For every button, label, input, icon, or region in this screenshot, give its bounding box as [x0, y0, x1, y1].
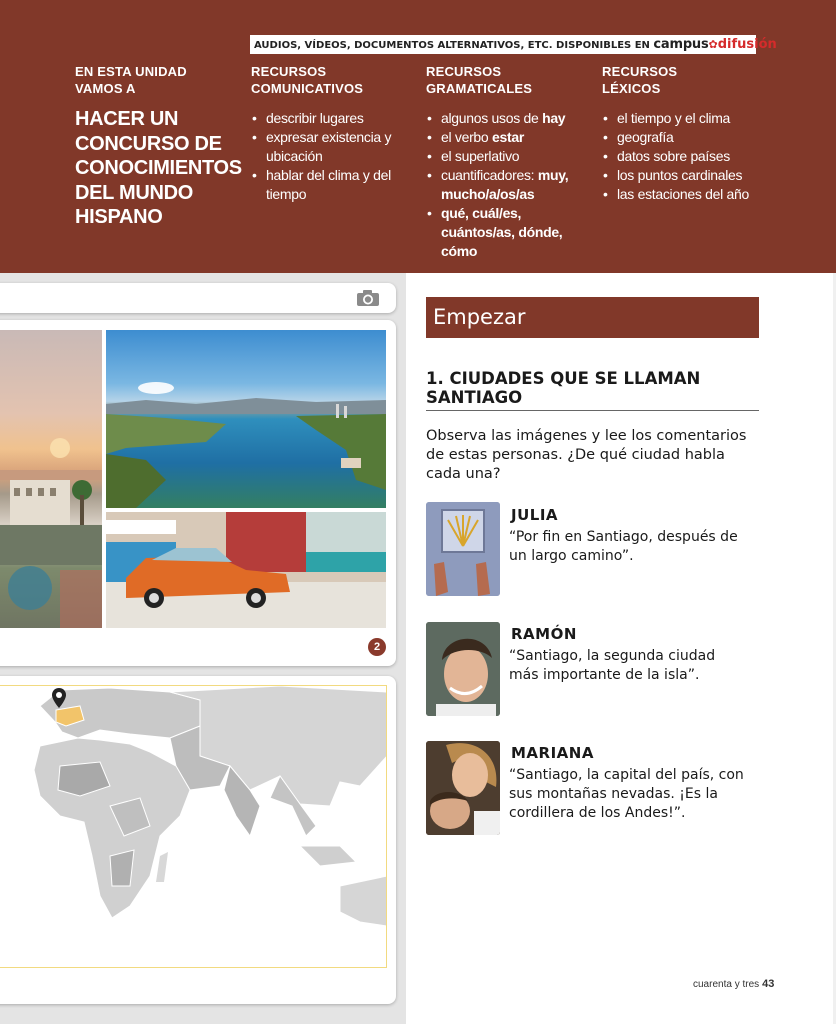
- unit-intro: EN ESTA UNIDAD VAMOS A: [75, 64, 187, 96]
- ramon-avatar: [426, 622, 500, 716]
- person-quote-julia: “Por fin en Santiago, después de un largo camino”.: [509, 529, 738, 564]
- unit-header-band: [0, 0, 836, 273]
- page-footer: [693, 978, 774, 990]
- map-pin-icon[interactable]: [52, 688, 66, 708]
- resource-text: el verbo: [441, 129, 492, 145]
- person-quote-ramon: “Santiago, la segunda ciudad más importante de la isla”.: [509, 648, 716, 683]
- resource-keyword: muy, mucho/a/os/as: [441, 167, 569, 202]
- grammatical-list: [426, 109, 571, 261]
- resource-item: • hablar del clima y del tiempo: [251, 166, 401, 204]
- resource-item: • los puntos cardinales: [602, 166, 762, 185]
- resource-item: [426, 109, 571, 128]
- activity-instructions: Observa las imágenes y lee los comentarios de estas personas. ¿De qué ciudad habla cada una?: [426, 428, 747, 482]
- resource-item: [426, 147, 571, 166]
- grammatical-heading: RECURSOS GRAMATICALES: [426, 64, 533, 96]
- person-name-julia: JULIA: [511, 506, 559, 524]
- campus-strip-text: AUDIOS, VÍDEOS, DOCUMENTOS ALTERNATIVOS, ETC. DISPONIBLES EN: [254, 40, 650, 51]
- resource-item: • las estaciones del año: [602, 185, 762, 204]
- activity-title: 1. CIUDADES QUE SE LLAMAN SANTIAGO: [426, 369, 759, 411]
- grammatical-resources-column: [426, 63, 571, 261]
- camera-icon[interactable]: [356, 289, 380, 307]
- lexical-list: [602, 109, 762, 204]
- person-name-mariana: MARIANA: [511, 744, 594, 762]
- photo-number-badge: 2: [368, 638, 386, 656]
- person-name-ramon: RAMÓN: [511, 625, 577, 643]
- resource-text: cuantificadores:: [441, 167, 538, 183]
- resource-item: • expresar existencia y ubicación: [251, 128, 401, 166]
- page-number-words: cuarenta y tres: [693, 979, 760, 990]
- resource-item: [426, 128, 571, 147]
- difusion-logo-icon: ✿: [708, 38, 718, 51]
- mariana-avatar: [426, 741, 500, 835]
- resource-item: • datos sobre países: [602, 147, 762, 166]
- classic-car-street-photo[interactable]: [106, 512, 386, 628]
- resource-keyword: estar: [492, 129, 524, 145]
- campus-availability-strip[interactable]: [250, 35, 777, 54]
- santiago-sunset-photo[interactable]: [0, 330, 102, 628]
- unit-goal-column: [75, 63, 243, 230]
- communicative-heading: RECURSOS COMUNICATIVOS: [251, 64, 364, 96]
- difusion-brand-text: difusión: [717, 37, 777, 52]
- julia-avatar: [426, 502, 500, 596]
- bay-landscape-photo[interactable]: [106, 330, 386, 508]
- resource-keyword: qué, cuál/es, cuántos/as, dónde, cómo: [441, 205, 563, 259]
- communicative-list: [251, 109, 401, 204]
- page-number: 43: [762, 978, 775, 990]
- resource-text: algunos usos de: [441, 110, 543, 126]
- world-map[interactable]: [0, 685, 387, 968]
- resource-text: el superlativo: [441, 148, 520, 164]
- lexical-resources-column: [602, 63, 762, 204]
- resource-item: • geografía: [602, 128, 762, 147]
- communicative-resources-column: [251, 63, 401, 204]
- resource-item: [426, 166, 571, 204]
- gallery-toolbar: [0, 283, 396, 313]
- section-label: Empezar: [426, 297, 759, 338]
- resource-item: • el tiempo y el clima: [602, 109, 762, 128]
- lexical-heading: RECURSOS LÉXICOS: [602, 64, 678, 96]
- unit-title: HACER UN CONCURSO DE CONOCIMIENTOS DEL MUNDO HISPANO: [75, 108, 242, 228]
- person-quote-mariana: “Santiago, la capital del país, con sus montañas nevadas. ¡Es la cordillera de los Andes!”.: [509, 767, 744, 821]
- resource-keyword: hay: [542, 110, 566, 126]
- resource-item: [426, 204, 571, 261]
- campus-brand-text: campus: [653, 37, 709, 52]
- resource-item: • describir lugares: [251, 109, 401, 128]
